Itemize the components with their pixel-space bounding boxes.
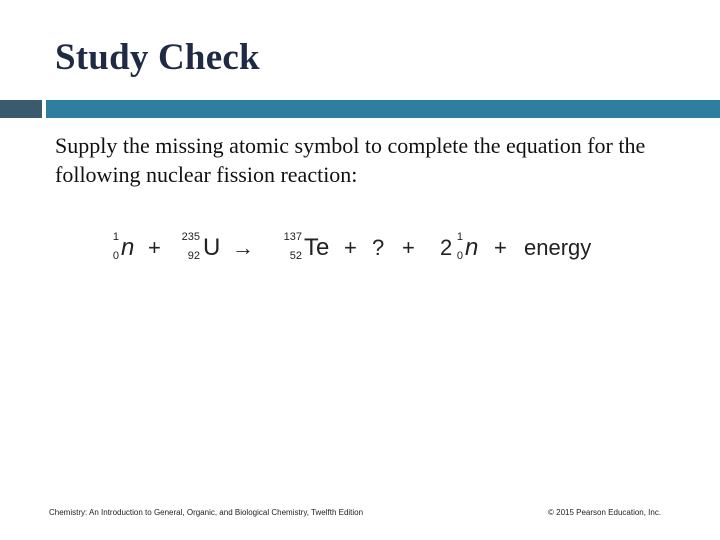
footer-copyright: © 2015 Pearson Education, Inc. (548, 508, 662, 517)
plus-sign: + (344, 235, 357, 260)
tellurium-symbol: Te (304, 234, 330, 261)
uranium-mass-number: 235 (181, 231, 200, 243)
uranium-atomic-number: 92 (187, 250, 200, 262)
neutron-symbol: n (121, 234, 135, 261)
plus-sign: + (148, 235, 161, 260)
reaction-arrow: → (232, 235, 254, 260)
plus-sign: + (494, 235, 507, 260)
neutron-coefficient: 2 (440, 235, 453, 260)
neutron-mass-number: 1 (456, 231, 463, 243)
accent-bar-main (46, 100, 720, 118)
unknown-product: ? (372, 235, 385, 260)
tellurium-atomic-number: 52 (289, 250, 302, 262)
slide-title: Study Check (55, 37, 260, 78)
tellurium-mass-number: 137 (283, 231, 302, 243)
plus-sign: + (402, 235, 415, 260)
neutron-atomic-number: 0 (456, 250, 463, 262)
neutron-mass-number: 1 (112, 231, 119, 243)
accent-bar-left (0, 100, 42, 118)
uranium-symbol: U (203, 234, 221, 261)
neutron-atomic-number: 0 (112, 250, 119, 262)
energy-term: energy (524, 235, 592, 260)
slide-body-text: Supply the missing atomic symbol to complete the equation for the following nuclear fission reaction: (55, 133, 646, 187)
footer-citation: Chemistry: An Introduction to General, Organic, and Biological Chemistry, Twelfth Edition (49, 508, 364, 517)
neutron-symbol: n (465, 234, 479, 261)
